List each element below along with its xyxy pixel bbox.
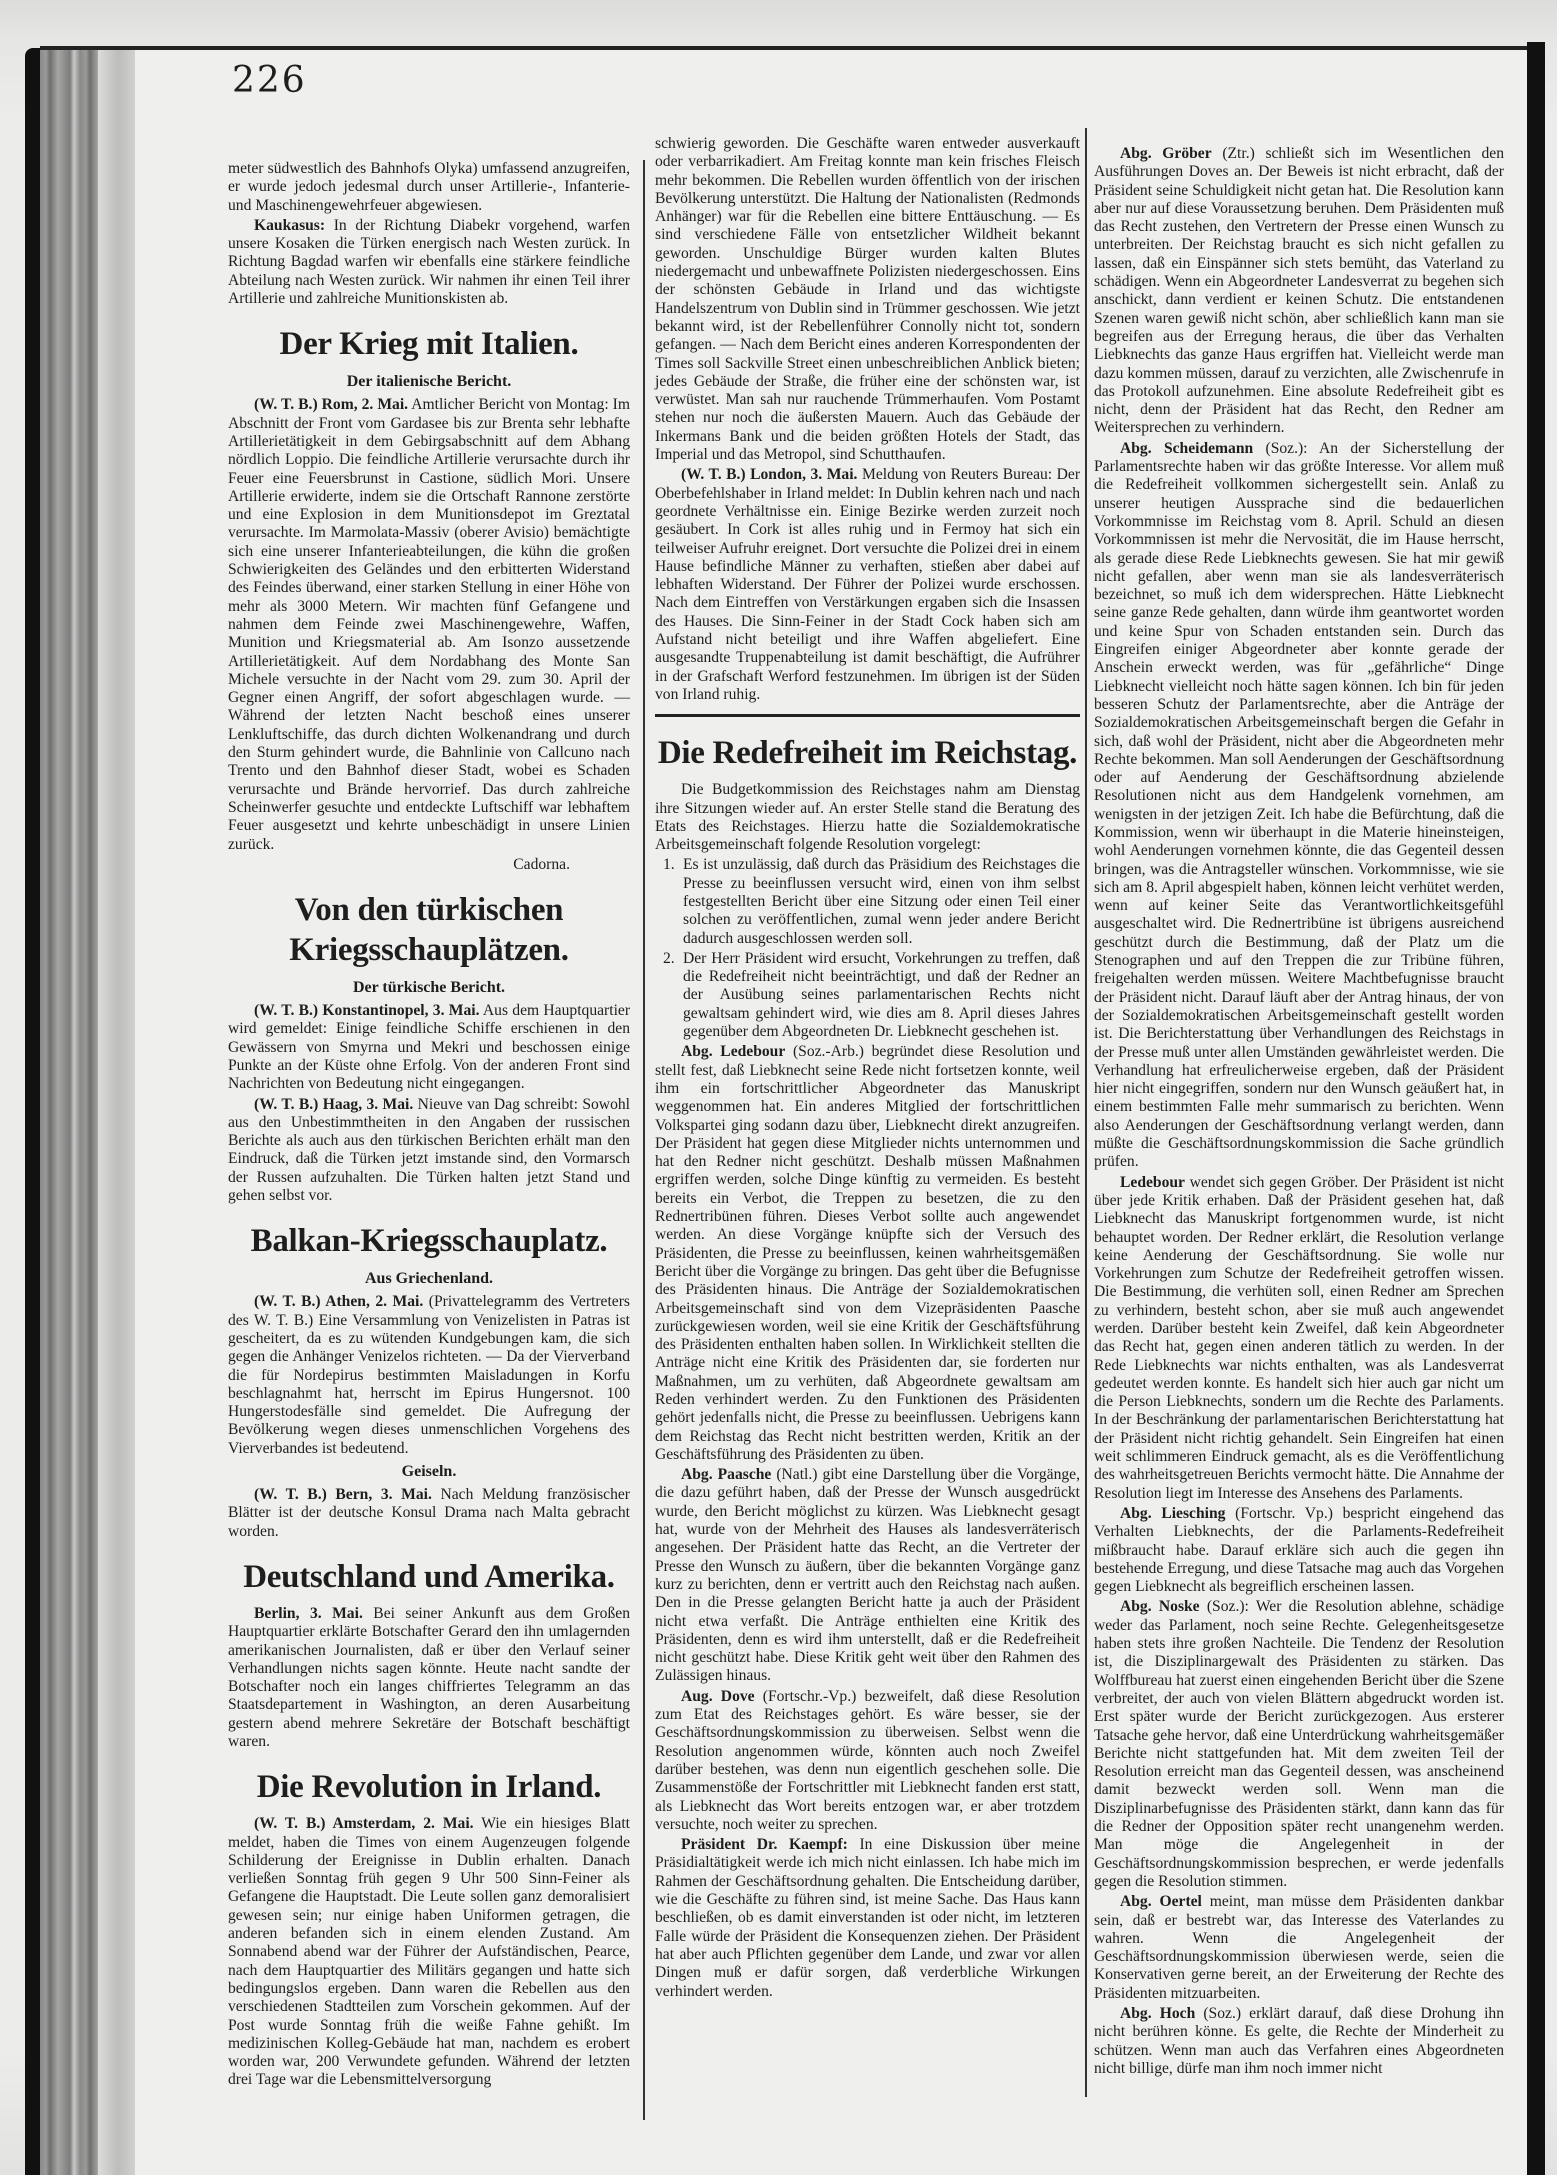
dateline-lead: (W. T. B.) Rom, 2. Mai. (254, 396, 409, 414)
block-text: Der Herr Präsident wird ersucht, Vorkehrungen zu treffen, daß die Redefreiheit nicht beeinträchtigt, und daß der Redner an der Ausübung seines parlamentarischen Rechts nicht gewaltsam gehindert wird, wie dies am 8. April dieses Jahres gegenüber dem Abgeordneten Dr. Liebknecht geschehen ist. (683, 949, 1080, 1041)
block-text: (Privattelegramm des Vertreters des W. T. B.) Eine Versammlung von Venizelisten in Patras ist gescheitert, da es zu wütenden Kundgebungen kam, die sich gegen die Anhänger Venizelos richteten. — Da der Vierverband die für Nordepirus bestimmten Maisladungen in Korfu beschlagnahmt hat, herrscht im Epirus Hungersnot. 100 Hungerstodesfälle sind gemeldet. Die Aufregung der Bevölkerung wegen dieses unmenschlichen Vorgehens des Vierverbandes ist bedeutend. (228, 1293, 630, 1457)
article-paragraph (228, 217, 630, 308)
article-paragraph (1094, 1505, 1504, 1596)
dateline-lead: Aug. Dove (681, 1687, 755, 1705)
dateline-lead: (W. T. B.) Konstantinopel, 3. Mai. (254, 1002, 480, 1020)
block-text: meint, man müsse dem Präsidenten dankbar sein, daß er bestrebt war, das Interesse des Vaterlandes zu wahren. Wenn die Angelegenheit der Geschäftsordnungskommission überwiesen werde, seien die Konservativen gerne bereit, an der Erweiterung der Rechte des Präsidenten mitzuarbeiten. (1094, 1893, 1504, 2002)
article-paragraph (655, 1688, 1080, 1834)
article-paragraph (1094, 440, 1504, 1172)
article-paragraph (655, 466, 1080, 704)
article-paragraph (655, 1466, 1080, 1686)
block-text: Nieuve van Dag schreibt: Sowohl aus den Unbestimmtheiten in den Angaben der russischen Berichte als auch aus den türkischen Berichten erhält man den Eindruck, daß die Türken jetzt imstande sind, den Vormarsch der Russen aufzuhalten. Die Türken halten jetzt Stand und gehen selbst vor. (228, 1095, 630, 1205)
resolution-list-item (655, 856, 1080, 947)
block-text: (Fortschr.-Vp.) bezweifelt, daß diese Resolution zum Etat des Reichstages gehört. Es wäre besser, sie der Geschäftsordnungskommission zu überweisen. Selbst wenn die Resolution angenommen würde, könnten auch noch Zweifel darüber bestehen, was denn nun eigentlich geschehen solle. Die Zusammenstöße der Fortschrittler mit Liebknecht fanden erst statt, als Liebknecht das Wort bereits entzogen war, er aber trotzdem versuchte, noch weiter zu sprechen. (655, 1687, 1080, 1833)
dateline-lead: Abg. Oertel (1120, 1893, 1202, 1911)
dateline-lead: Präsident Dr. Kaempf: (681, 1836, 848, 1854)
article-headline (228, 1557, 630, 1597)
article-subheading (228, 978, 630, 998)
block-text: (Ztr.) schließt sich im Wesentlichen den Ausführungen Doves an. Der Beweis ist nicht erbracht, daß der Präsident seine Schuldigkeit nicht getan hat. Die Resolution kann aber nur auf diese Voraussetzung beruhen. Dem Präsidenten muß das Recht zustehen, den Vertretern der Presse einen Wunsch zu unterbreiten. Der Reichstag braucht es sich nicht gefallen zu lassen, daß ein Einspänner sich stets bemüht, das Vaterland zu schädigen. Wenn ein Abgeordneter Landesverrat zu begehen sich anschickt, dann verdient er keinen Schutz. Die entstandenen Szenen waren gewiß nicht schön, aber schließlich kann man sie begreifen aus der Erregung heraus, die über das Verhalten Liebknechts das ganze Haus ergriffen hat. Vielleicht werde man dazu kommen müssen, darauf zu verzichten, alle Zwischenrufe in das Protokoll aufzunehmen. Eine absolute Redefreiheit gibt es nicht, denn der Präsident hat das Recht, den Redner am Weitersprechen zu verhindern. (1094, 145, 1505, 437)
column-3 (1094, 145, 1504, 2080)
article-paragraph (1094, 2005, 1504, 2078)
article-subheading (228, 372, 630, 392)
dateline-lead: Kaukasus: (254, 216, 326, 234)
block-text: Deutschland und Amerika. (243, 1558, 615, 1595)
dateline-lead: Abg. Paasche (681, 1466, 772, 1484)
article-headline (228, 324, 630, 364)
article-paragraph (655, 135, 1080, 464)
resolution-list-item (655, 950, 1080, 1041)
article-headline (655, 733, 1080, 773)
block-text: schwierig geworden. Die Geschäfte waren entweder ausverkauft oder verbarrikadiert. Am Freitag konnte man kein frisches Fleisch mehr bekommen. Die Rebellen wurden öffentlich von der irischen Bevölkerung unterstützt. Die Haltung der Nationalisten (Redmonds Anhänger) war für die Rebellen eine bittere Enttäuschung. — Es sind verschiedene Fälle von entsetzlicher Wildheit bekannt geworden. Unschuldige Bürger wurden kalten Blutes niedergemacht und unbewaffnete Polizisten niedergeschossen. Eins der schönsten Gebäude in Irland und das wichtigste Handelszentrum von Dublin sind in Trümmer geschossen. Wie jetzt bekannt wird, ist der Rebellenführer Connolly nicht tot, sondern gefangen. — Nach dem Bericht eines anderen Korrespondenten der Times soll Sackville Street einen unbeschreiblichen Anblick bieten; jedes Gebäude der Straße, die früher eine der schönsten war, ist verwüstet. Man sah nur rauchende Trümmerhaufen. Vom Postamt stehen nur noch die äußersten Mauern. Auch das Gebäude der Inkermans Bank und die beiden größten Hotels der Stadt, das Imperial und das Metropol, sind Schutthaufen. (655, 135, 1080, 464)
block-text: (Soz.): Wer die Resolution ablehne, schädige weder das Parlament, noch seine Rechte. Gelegenheitsgesetze haben stets ihre großen Nachteile. Die Tendenz der Resolution ist, die Disziplinargewalt des Präsidenten zu stärken. Das Wolffbureau hat zuerst einen eingehenden Bericht über die Szene verbreitet, der auch von vielen Blättern abgedruckt worden ist. Erst später wurde der Bericht zurückgezogen. Aus ersterer Tatsache gehe hervor, daß eine Unterdrückung wahrheitsgemäßer Berichte nicht stattgefunden hat. Mit dem zweiten Teil der Resolution erreicht man das Gegenteil dessen, was anscheinend damit bezweckt werden soll. Wenn man die Disziplinarbefugnisse des Präsidenten stärkt, dann kann das für die Redner der Opposition später recht unangenehm werden. Man möge die Angelegenheit in der Geschäftsordnungskommission besprechen, er werde jedenfalls gegen die Resolution stimmen. (1094, 1598, 1505, 1890)
article-paragraph (228, 1486, 630, 1541)
article-subheading (228, 1462, 630, 1482)
article-paragraph (655, 1836, 1080, 2001)
block-text: Der italienische Bericht. (346, 373, 512, 391)
block-text: Der Krieg mit Italien. (279, 326, 579, 363)
article-headline (228, 1767, 630, 1807)
block-text: (Natl.) gibt eine Darstellung über die Vorgänge, die dazu geführt haben, daß der Presse der Wunsch ausgedrückt wurde, den Bericht möglichst zu kürzen. Was Liebknecht gesagt hat, wurde von der Mehrheit des Hauses als landesverräterisch angesehen. Der Präsident hatte das Recht, an die Vertreter der Presse den Wunsch zu äußern, über die bekannten Vorgänge ganz kurz zu berichten, denn er vertritt auch den Reichstag nach außen. Den in die Presse gelangten Bericht hatte ja auch der Präsident nicht etwa verfaßt. Die Anträge enthielten eine Kritik des Präsidenten, denn es wird ihm unterstellt, daß er die Redefreiheit nicht geschützt habe. Diese Kritik geht weit über den Rahmen des Zulässigen hinaus. (655, 1466, 1080, 1685)
list-number: 2. (663, 949, 675, 967)
page-top-border (40, 46, 1530, 50)
section-divider (655, 714, 1080, 717)
article-headline (228, 890, 630, 970)
book-binding-left (25, 48, 40, 2175)
article-paragraph (228, 1293, 630, 1458)
article-paragraph (1094, 145, 1504, 438)
block-text: (Soz.-Arb.) begründet diese Resolution und stellt fest, daß Liebknecht seine Rede nicht fortsetzen konnte, weil ihm ein fortschrittlicher Abgeordneter das Manuskript weggenommen hat. Ein anderes Mitglied der fortschrittlichen Volkspartei ging sodann dazu über, Liebknecht direkt anzugreifen. Der Präsident hat gegen diese Mitglieder nichts unternommen und hat den Redner nicht geschützt. Deshalb müssen Maßnahmen ergriffen werden, solche Dinge künftig zu vermeiden. Es besteht bereits ein Verbot, die Treppen zu besetzen, die zu den Rednertribünen führen. Dieses Verbot sollte auch angewendet werden. An diese Vorgänge knüpfte sich der Versuch des Präsidenten, die Presse zu beeinflussen, keinen wahrheitsgemäßen Bericht über die Vorgänge zu bringen. Das geht über die Befugnisse des Präsidenten hinaus. Die Anträge der Sozialdemokratischen Arbeitsgemeinschaft sind von dem Vizepräsidenten Paasche zurückgewiesen worden, weil sie eine Kritik der Geschäftsführung des Präsidenten enthalten haben sollen. In Wirklichkeit stellten die Anträge nicht eine Kritik des Präsidenten dar, sie forderten nur Maßnahmen, um zu verhüten, daß Abgeordnete gewaltsam am Reden verhindert werden. Zu den Funktionen des Präsidenten gehört jedenfalls nicht, die Presse zu beeinflussen. Uebrigens kann dem Reichstag das Recht nicht bestritten werden, Kritik an der Geschäftsführung des Präsidenten zu üben. (655, 1043, 1080, 1463)
page-edges-stack (40, 50, 135, 2175)
dateline-lead: Abg. Noske (1120, 1598, 1200, 1616)
block-text: Die Redefreiheit im Reichstag. (657, 735, 1078, 772)
article-paragraph (1094, 1598, 1504, 1891)
dateline-lead: Abg. Scheidemann (1120, 439, 1254, 457)
article-paragraph (228, 1815, 630, 2089)
block-text: Balkan-Kriegsschauplatz. (250, 1223, 608, 1260)
block-text: Amtlicher Bericht von Montag: Im Abschnitt der Front vom Gardasee bis zur Brenta sehr lebhafte Artillerietätigkeit in dem Gebirgsabschnitt auf dem Abhang nördlich Loppio. Die feindliche Artillerie verursachte durch ihr Feuer eine Feuersbrunst in Castione, südlich Mori. Unsere Artillerie erwiderte, indem sie die Ortschaft Rannone zerstörte und eine Explosion in dem Munitionsdepot im Greztatal verursachte. Im Marmolata-Massiv (oberer Avisio) bemächtigte sich eine unserer Infanterieabteilungen, die kühn die großen Schwierigkeiten des Geländes und den erbitterten Widerstand des Feindes überwand, einer starken Stellung in einer Höhe von mehr als 3000 Metern. Wir machten fünf Gefangene und nahmen dem Feinde zwei Maschinengewehre, Waffen, Munition und Kriegsmaterial ab. Am Isonzo aussetzende Artillerietätigkeit. Auf dem Nordabhang des Monte San Michele versuchte in der Nacht vom 29. zum 30. April der Gegner einen Angriff, der sofort abgeschlagen wurde. — Während der letzten Nacht beschoß eines unserer Lenkluftschiffe, das durch dichten Wolkenandrang und durch den Sturm gehindert wurde, die Bahnlinie von Callcuno nach Trento und den Bahnhof dieser Stadt, wobei es Schaden verursachte und Brände hervorrief. Das durch zahlreiche Scheinwerfer gesuchte und entdeckte Luftschiff war lebhaftem Feuer ausgesetzt und kehrte unbeschädigt in unsere Linien zurück. (228, 396, 630, 853)
block-text: Geiseln. (401, 1463, 457, 1481)
dateline-lead: Berlin, 3. Mai. (254, 1604, 363, 1622)
block-text: Die Budgetkommission des Reichstages nahm am Dienstag ihre Sitzungen wieder auf. An erster Stelle stand die Beratung des Etats des Reichstages. Hierzu hatte die Sozialdemokratische Arbeitsgemeinschaft folgende Resolution vorgelegt: (655, 781, 1080, 854)
article-paragraph (655, 1043, 1080, 1464)
dateline-lead: Abg. Liesching (1120, 1504, 1226, 1522)
column-2 (655, 135, 1080, 2003)
block-text: Aus dem Hauptquartier wird gemeldet: Einige feindliche Schiffe erschienen in den Gewässern von Smyrna und Mekri und beschossen einige Punkte an der Küste ohne Erfolg. Von der anderen Front sind Nachrichten von Bedeutung nicht eingegangen. (228, 1002, 631, 1093)
block-text: Bei seiner Ankunft aus dem Großen Hauptquartier erklärte Botschafter Gerard den ihn umlagernden amerikanischen Journalisten, daß er über den Verlauf seiner Verhandlungen nichts sagen könnte. Heute nacht sandte der Botschafter noch ein langes chiffriertes Telegramm an das Staatsdepartement in Washington, an deren Ausarbeitung gestern abend mehrere Sekretäre der Botschaft beschäftigt waren. (228, 1604, 630, 1750)
block-text: Cadorna. (513, 855, 570, 873)
article-signature (228, 856, 630, 874)
column-rule-2 (1085, 128, 1087, 2097)
dateline-lead: (W. T. B.) Bern, 3. Mai. (254, 1486, 432, 1504)
block-text: Der türkische Bericht. (352, 979, 506, 997)
article-paragraph (228, 396, 630, 853)
block-text: meter südwestlich des Bahnhofs Olyka) umfassend anzugreifen, er wurde jedoch jedesmal durch unser Artillerie-, Infanterie- und Maschinengewehrfeuer abgewiesen. (228, 160, 630, 214)
article-paragraph (1094, 1174, 1504, 1503)
article-paragraph (228, 1605, 630, 1751)
page-number: 226 (232, 60, 307, 101)
block-text: Es ist unzulässig, daß durch das Präsidium des Reichstages die Presse zu beeinflussen versucht wird, einen von ihm selbst festgestellten Bericht über eine Sitzung oder einen Teil einer solchen zu veröffentlichen, zumal wenn jeder andere Bericht dadurch ausgeschlossen werden soll. (683, 856, 1080, 947)
book-binding-right (1527, 42, 1545, 2175)
block-text: (Soz.): An der Sicherstellung der Parlamentsrechte haben wir das größte Interesse. Vor allem muß die Redefreiheit vollkommen sichergestellt sein. Anlaß zu unserer heutigen Aussprache sind die bedauerlichen Vorkommnisse im Reichstag vom 8. April. Schuld an diesen Vorkommnissen ist mehr die Nervosität, die im Hause herrscht, als gerade diese Rede Liebknechts gewesen. Sie hat mir gewiß nicht gefallen, aber wenn man sie als landesverräterisch bezeichnet, so muß ich dem widersprechen. Hätte Liebknecht seine ganze Rede gehalten, dann würde ihm geantwortet worden und keine Spur von Schaden entstanden sein. Durch das Eingreifen einiger Abgeordneter aber konnte gerade der Anschein erweckt werden, was für „gefährliche“ Dinge Liebknecht vielleicht noch hätte sagen können. Ich bin für jeden besseren Schutz der Parlamentsrechte, aber die Anträge der Sozialdemokratischen Arbeitsgemeinschaft bergen die Gefahr in sich, daß wohl der Präsident, nicht aber die Abgeordneten mehr Rechte bekommen. Man soll Aenderungen der Geschäftsordnung oder auf Aenderung der Geschäftsordnung abzielende Resolutionen nicht aus dem Handgelenk vornehmen, am wenigsten in der jetzigen Zeit. Ich habe die Befürchtung, daß die Kommission, wenn wir überhaupt in die Materie hineinsteigen, wohl Aenderungen vornehmen könnte, die das Gegenteil dessen bringen, was die Antragsteller wünschen. Vorkommnisse, wie sie sich am 8. April abgespielt haben, können leicht verhütet werden, wenn auf keiner Seite das Verantwortlichkeitsgefühl ausgeschaltet wird. Die Rednertribüne ist übrigens ausreichend geschützt durch die Bestimmung, daß der Platz um die Stenographen und auf den Treppen die zur Tribüne führen, freigehalten werden müssen. Weitere Machtbefugnisse braucht der Präsident nicht. Darauf läuft aber der Antrag hinaus, der von der Sozialdemokratischen Arbeitsgemeinschaft gestellt worden ist. Die Berichterstattung über Verhandlungen des Reichstags in der Presse muß unter allen Umständen gewährleistet werden. Die Verhandlung hat erfreulicherweise ergeben, daß der Präsident hier nicht eingegriffen, sondern nur den Wunsch geäußert hat, in einem bestimmten Falle mehr summarisch zu berichten. Wenn also Aenderungen der Geschäftsordnung verlangt werden, dann müßte die Geschäftsordnungskommission die Sache gründlich prüfen. (1094, 439, 1504, 1171)
block-text: (Fortschr. Vp.) bespricht eingehend das Verhalten Liebknechts, der die Parlaments-Redefreiheit mißbraucht habe. Darauf erkläre sich auch die gegen ihn bestehende Erregung, und diese Tatsache mag auch das Vorgehen gegen Liebknecht als begreiflich erscheinen lassen. (1094, 1504, 1505, 1596)
block-text: Nach Meldung französischer Blätter ist der deutsche Konsul Drama nach Malta gebracht worden. (228, 1486, 630, 1540)
block-text: Von den türkischen Kriegsschauplätzen. (289, 892, 569, 969)
article-paragraph (228, 1002, 630, 1093)
column-rule-1 (643, 160, 645, 2120)
dateline-lead: (W. T. B.) London, 3. Mai. (681, 466, 858, 484)
list-number: 1. (663, 856, 675, 874)
dateline-lead: Ledebour (1120, 1173, 1185, 1191)
article-subheading (228, 1269, 630, 1289)
dateline-lead: Abg. Hoch (1120, 2004, 1196, 2022)
article-paragraph (228, 160, 630, 215)
block-text: In eine Diskussion über meine Präsidialtätigkeit werde ich mich nicht einlassen. Ich habe mich im Rahmen der Geschäftsordnung gehalten. Die Entscheidung darüber, wie die Geschäfte zu führen sind, ist meine Sache. Das Haus kann beschließen, ob es damit einverstanden ist oder nicht, im letzteren Falle würde der Präsident die Konsequenzen ziehen. Der Präsident hat aber auch Pflichten gegenüber dem Lande, und zwar vor allen Dingen muß er dafür sorgen, daß verderbliche Wirkungen verhindert werden. (655, 1836, 1080, 2000)
block-text: wendet sich gegen Gröber. Der Präsident ist nicht über jede Kritik erhaben. Daß der Präsident gesehen hat, daß Liebknecht das Manuskript fortgenommen wurde, ist nicht behauptet worden. Der Redner erklärt, die Resolution verlange keine Aenderung der Geschäftsordnung. Sie wolle nur Vorkehrungen zum Schutze der Redefreiheit getroffen wissen. Die Bestimmung, die verhüten soll, einen Redner am Sprechen zu verhindern, besteht schon, aber sie muß auch angewendet werden. Darüber besteht kein Zweifel, daß kein Abgeordneter das Recht hat, gegen einen anderen tätlich zu werden. In der Rede Liebknechts war nichts enthalten, was als Landesverrat gedeutet werden konnte. Es handelt sich hier auch gar nicht um die Person Liebknechts, sondern um die Rechte des Parlaments. In der Beschränkung der parlamentarischen Berichterstattung hat der Präsident nicht richtig gehandelt. Sein Eingreifen hat einen weit schlimmeren Eindruck gemacht, als es die Veröffentlichung des wahrheitsgetreuen Berichts vermocht hätte. Die Annahme der Resolution liegt im Interesse des Ansehens des Parlaments. (1094, 1173, 1504, 1502)
block-text: Aus Griechenland. (364, 1270, 493, 1288)
dateline-lead: (W. T. B.) Amsterdam, 2. Mai. (254, 1815, 474, 1833)
dateline-lead: Abg. Gröber (1120, 145, 1212, 162)
block-text: Die Revolution in Irland. (256, 1769, 602, 1806)
dateline-lead: (W. T. B.) Haag, 3. Mai. (254, 1095, 414, 1113)
column-1 (228, 160, 630, 2092)
block-text: Wie ein hiesiges Blatt meldet, haben die Times von einem Augenzeugen folgende Schilderung der Ereignisse in Dublin erhalten. Danach verließen Sonntag früh gegen 9 Uhr 500 Sinn-Feiner als Gefangene die Hauptstadt. Die Leute sollen ganz demoralisiert gewesen sein; nur einige haben Uniformen getragen, die anderen befanden sich in einem elenden Zustand. Am Sonnabend abend war der Führer der Aufständischen, Pearce, nach dem Hauptquartier des Militärs gegangen und hatte sich bedingungslos ergeben. Dann waren die Rebellen aus den verschiedenen Stadtteilen zum Vorschein gekommen. Auf der Post wurde Sonntag früh die weiße Fahne gehißt. Im medizinischen Kolleg-Gebäude hat man, nachdem es erobert worden war, 200 Verwundete gefunden. Während der letzten drei Tage war die Lebensmittelversorgung (228, 1815, 630, 2089)
article-headline (228, 1221, 630, 1261)
article-paragraph (1094, 1893, 1504, 2003)
block-text: (Soz.) erklärt darauf, daß diese Drohung ihn nicht berühren könne. Es gelte, die Rechte der Minderheit zu schützen. Wenn man auch das Verfahren eines Abgeordneten nicht billige, dürfe man ihm noch immer nicht (1094, 2004, 1504, 2077)
article-paragraph (228, 1096, 630, 1206)
block-text: In der Richtung Diabekr vorgehend, warfen unsere Kosaken die Türken energisch nach Westen zurück. In Richtung Bagdad warfen wir ebenfalls eine stärkere feindliche Abteilung nach Westen zurück. Wir nahmen ihr einen Teil ihrer Artillerie und zahlreiche Munitionskisten ab. (228, 216, 630, 308)
dateline-lead: Abg. Ledebour (681, 1043, 786, 1061)
block-text: Meldung von Reuters Bureau: Der Oberbefehlshaber in Irland meldet: In Dublin kehren nach und nach geordnete Verhältnisse ein. Einige Bezirke werden zurzeit noch gesäubert. In Cork ist alles ruhig und in Fermoy hat sich ein teilweiser Aufruhr ereignet. Dort versuchte die Polizei drei in einem Hause befindliche Männer zu verhaften, stießen aber dabei auf lebhaften Widerstand. Der Führer der Polizei wurde erschossen. Nach dem Eintreffen von Verstärkungen ergaben sich die Insassen des Hauses. Die Sinn-Feiner in der Stadt Cock haben sich am Aufstand nicht beteiligt und ihre Waffen abgeliefert. Eine ausgesandte Truppenabteilung ist damit beschäftigt, die Aufrührer in der Grafschaft Werford festzunehmen. Im übrigen ist der Süden von Irland ruhig. (655, 466, 1081, 703)
article-paragraph (655, 781, 1080, 854)
dateline-lead: (W. T. B.) Athen, 2. Mai. (254, 1293, 424, 1311)
